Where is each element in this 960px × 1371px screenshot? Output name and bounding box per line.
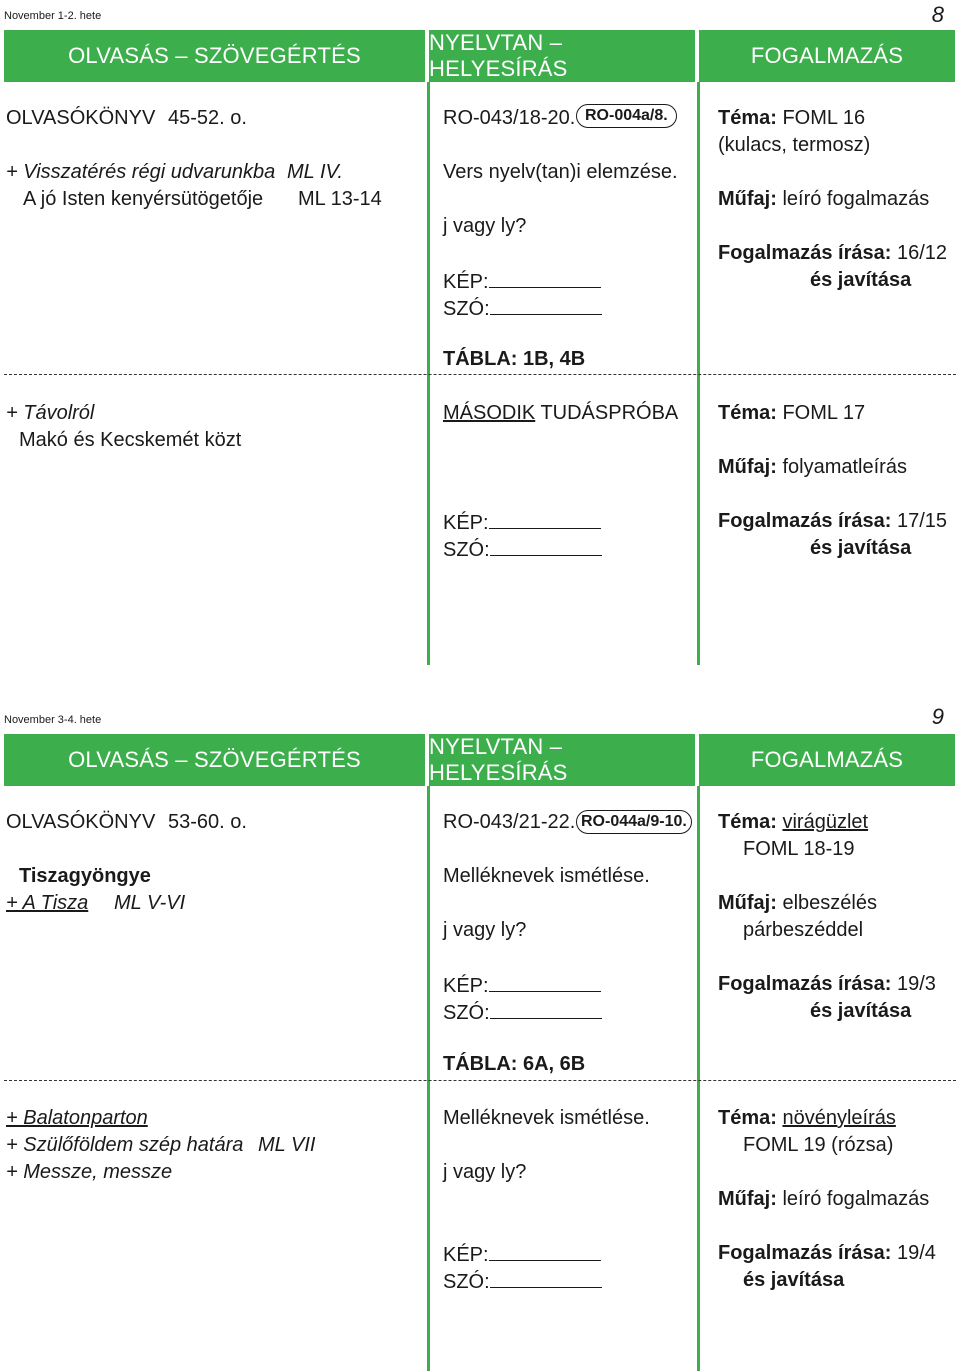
kep-field [443, 509, 601, 535]
irasa-value: 19/4 [896, 1242, 936, 1264]
reading-item: A jó Isten kenyérsütögetője [23, 188, 264, 210]
mufaj-line [718, 1187, 929, 1211]
tema-value: növényleírás [782, 1107, 896, 1129]
irasa-value: 17/15 [896, 510, 948, 532]
szo-label: SZÓ: [443, 1002, 490, 1024]
header-nyelvtan: NYELVTAN – HELYESÍRÁS [429, 734, 695, 786]
kep-label: KÉP: [443, 271, 489, 293]
mufaj-label: Műfaj: [718, 892, 777, 914]
irasa-value: 19/3 [896, 973, 936, 995]
tudaspróba-line [443, 401, 678, 425]
szo-label: SZÓ: [443, 1271, 490, 1293]
mufaj-value: elbeszélés [782, 892, 877, 914]
szo-blank [490, 536, 602, 556]
mufaj-value: leíró fogalmazás [782, 1188, 930, 1210]
irasa-label: Fogalmazás írása: [718, 510, 892, 532]
kep-blank [489, 1241, 601, 1261]
grammar-code: RO-043/18-20. [443, 107, 576, 129]
column-divider [427, 786, 430, 1371]
column-divider [697, 786, 700, 1371]
tema-value: FOML 17 [782, 402, 866, 424]
reading-item: Tiszagyöngye [19, 865, 151, 887]
tema-line [718, 1106, 896, 1130]
header-fogalmazas: FOGALMAZÁS [699, 30, 955, 82]
irasa-label: Fogalmazás írása: [718, 242, 892, 264]
javitas-text: és javítása [810, 537, 912, 559]
tabla-label: TÁBLA: 1B, 4B [443, 348, 586, 370]
book-pages: 45-52. o. [168, 107, 247, 129]
javitas-text: és javítása [810, 269, 912, 291]
mufaj-label: Műfaj: [718, 188, 777, 210]
book-title: OLVASÓKÖNYV [6, 107, 156, 129]
grammar-line: j vagy ly? [443, 919, 527, 941]
kep-label: KÉP: [443, 1244, 489, 1266]
tema-label: Téma: [718, 811, 777, 833]
kep-label: KÉP: [443, 512, 489, 534]
kep-field [443, 268, 601, 294]
mufaj-value: leíró fogalmazás [782, 188, 930, 210]
reading-item-row [6, 891, 186, 915]
tema-line [718, 106, 865, 130]
tema-line [718, 401, 865, 425]
kep-blank [489, 509, 601, 529]
page-number: 9 [931, 704, 944, 729]
kep-field [443, 1241, 601, 1267]
mufaj-line [718, 891, 877, 915]
reading-item-sub: Makó és Kecskemét közt [19, 429, 242, 451]
reading-item: + Távolról [6, 402, 95, 424]
header-olvasas: OLVASÁS – SZÖVEGÉRTÉS [4, 30, 425, 82]
tema-label: Téma: [718, 402, 777, 424]
reading-ref: ML V-VI [114, 892, 186, 914]
header-nyelvtan: NYELVTAN – HELYESÍRÁS [429, 30, 695, 82]
reading-book-line [6, 106, 155, 130]
grammar-line: j vagy ly? [443, 1161, 527, 1183]
header-olvasas: OLVASÁS – SZÖVEGÉRTÉS [4, 734, 425, 786]
javitas-text: és javítása [810, 1000, 912, 1022]
mufaj-line [718, 455, 907, 479]
reading-ref: ML 13-14 [298, 188, 382, 210]
kep-field [443, 972, 601, 998]
week-label: November 1-2. hete [4, 10, 102, 22]
irasa-line [718, 509, 947, 533]
masodik-text: MÁSODIK [443, 402, 536, 424]
szo-field [443, 295, 602, 321]
grammar-line: Melléknevek ismétlése. [443, 1107, 650, 1129]
workbook-badge: RO-004a/8. [576, 104, 677, 128]
reading-ref: ML VII [258, 1134, 316, 1156]
reading-item: + Szülőföldem szép határa [6, 1134, 244, 1156]
book-pages: 53-60. o. [168, 811, 247, 833]
irasa-value: 16/12 [896, 242, 948, 264]
page-number: 8 [931, 2, 944, 27]
reading-ref: ML IV. [287, 161, 343, 183]
workbook-badge: RO-044a/9-10. [576, 810, 692, 834]
tema-value: virágüzlet [782, 811, 869, 833]
irasa-label: Fogalmazás írása: [718, 973, 892, 995]
header-fogalmazas: FOGALMAZÁS [699, 734, 955, 786]
kep-blank [489, 972, 601, 992]
mufaj-line [718, 187, 929, 211]
reading-item: + Visszatérés régi udvarunkba [6, 161, 276, 183]
szo-label: SZÓ: [443, 298, 490, 320]
szo-blank [490, 295, 602, 315]
grammar-line: Melléknevek ismétlése. [443, 865, 650, 887]
tema-sub: FOML 19 (rózsa) [743, 1134, 894, 1156]
szo-label: SZÓ: [443, 539, 490, 561]
tema-value: FOML 16 [782, 107, 866, 129]
irasa-line [718, 241, 947, 265]
tema-label: Téma: [718, 1107, 777, 1129]
szo-field [443, 536, 602, 562]
szo-field [443, 1268, 602, 1294]
grammar-line: Vers nyelv(tan)i elemzése. [443, 161, 678, 183]
reading-item: + Messze, messze [6, 1161, 173, 1183]
reading-item: + A Tisza [6, 892, 89, 914]
szo-blank [490, 1268, 602, 1288]
javitas-text: és javítása [743, 1269, 845, 1291]
grammar-code: RO-043/21-22. [443, 811, 576, 833]
book-title: OLVASÓKÖNYV [6, 811, 156, 833]
grammar-line: j vagy ly? [443, 215, 527, 237]
section-divider [4, 374, 956, 375]
irasa-label: Fogalmazás írása: [718, 1242, 892, 1264]
section-divider [4, 1080, 956, 1081]
kep-blank [489, 268, 601, 288]
mufaj-value: folyamatleírás [782, 456, 907, 478]
tabla-label: TÁBLA: 6A, 6B [443, 1053, 586, 1075]
tema-sub: FOML 18-19 [743, 838, 855, 860]
reading-item: + Balatonparton [6, 1107, 148, 1129]
szo-field [443, 999, 602, 1025]
week-label: November 3-4. hete [4, 714, 102, 726]
tema-sub: (kulacs, termosz) [718, 134, 871, 156]
mufaj-sub: párbeszéddel [743, 919, 864, 941]
tema-line [718, 810, 868, 834]
szo-blank [490, 999, 602, 1019]
kep-label: KÉP: [443, 975, 489, 997]
irasa-line [718, 1241, 936, 1265]
irasa-line [718, 972, 936, 996]
mufaj-label: Műfaj: [718, 1188, 777, 1210]
tudaspróba-text: TUDÁSPRÓBA [535, 402, 679, 424]
tema-label: Téma: [718, 107, 777, 129]
mufaj-label: Műfaj: [718, 456, 777, 478]
